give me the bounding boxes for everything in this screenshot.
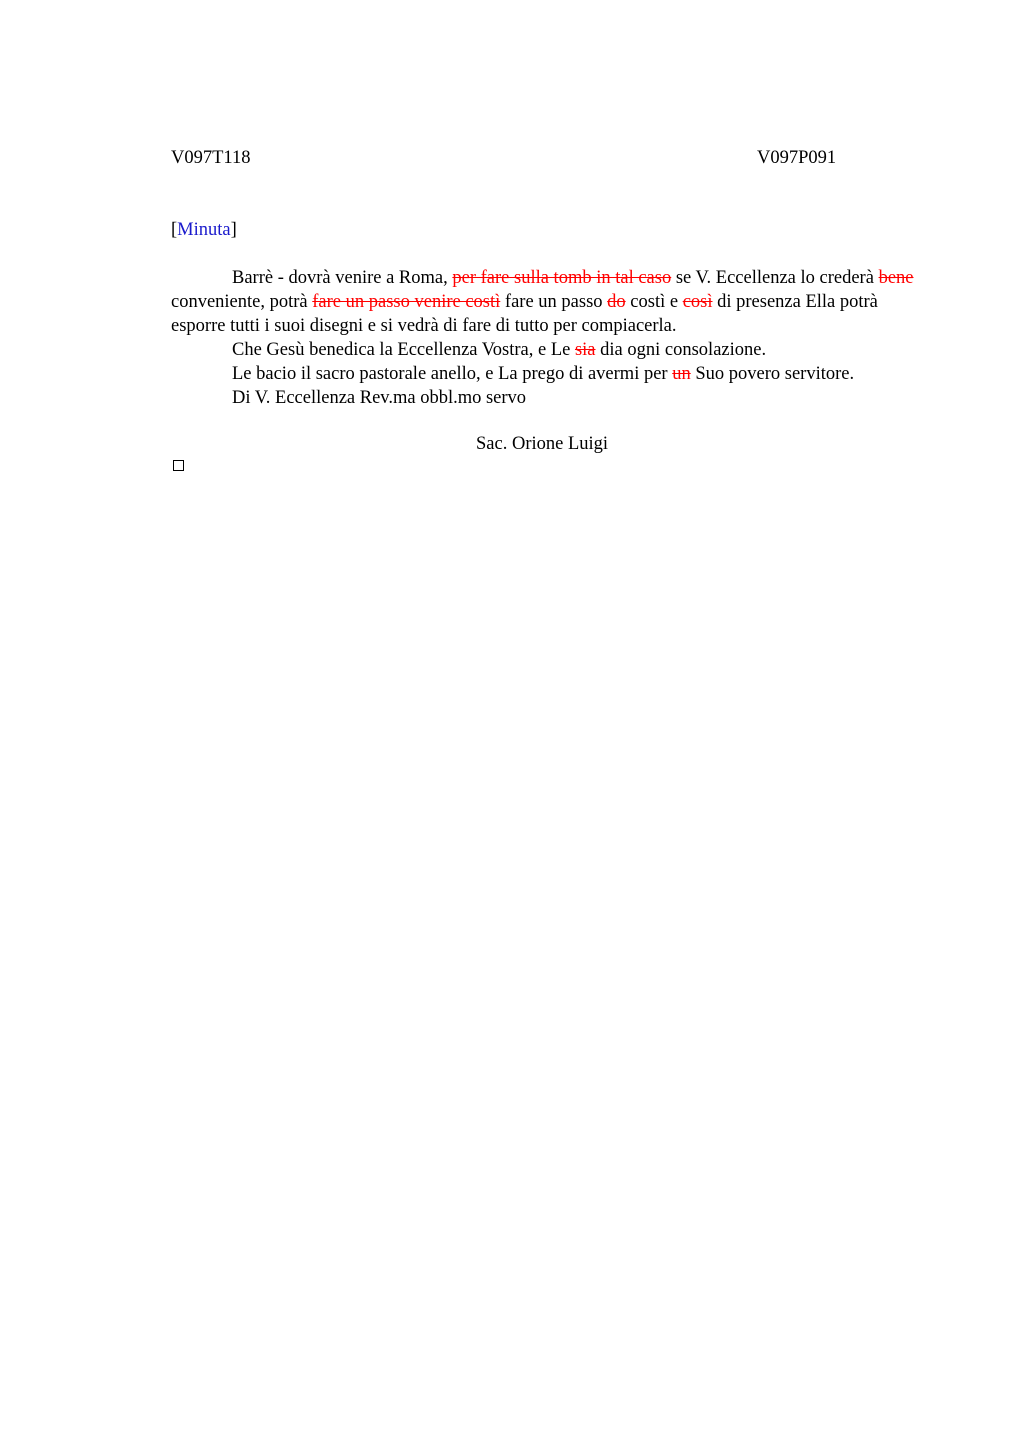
end-marker-square (173, 460, 184, 471)
paragraph-text: Le bacio il sacro pastorale anello, e La prego di avermi per (232, 364, 673, 384)
paragraph-text: dia ogni consolazione. (595, 340, 767, 360)
struck-through-text: sia (574, 340, 596, 360)
document-type-heading (171, 218, 237, 242)
struck-through-text: fare un passo venire costì (312, 292, 501, 312)
paragraph-text: costì e (625, 292, 683, 312)
heading-label: Minuta (177, 220, 231, 240)
paragraph-text: conveniente, potrà (171, 292, 313, 312)
paragraph-text: se V. Eccellenza lo crederà (671, 268, 879, 288)
struck-through-text: così (682, 292, 713, 312)
letter-paragraph (171, 338, 931, 362)
heading-open-bracket: [ (171, 220, 178, 240)
letter-body (171, 266, 931, 410)
paragraph-text: fare un passo (500, 292, 608, 312)
document-code-left: V097T118 (171, 148, 251, 168)
struck-through-text: per fare sulla tomb in tal caso (452, 268, 672, 288)
heading-close-bracket: ] (230, 220, 237, 240)
struck-through-text: bene (878, 268, 914, 288)
paragraph-text: Suo povero servitore. (690, 364, 855, 384)
paragraph-text: Barrè - dovrà venire a Roma, (232, 268, 453, 288)
struck-through-text: do (607, 292, 626, 312)
letter-paragraph (171, 266, 931, 338)
document-code-right: V097P091 (757, 148, 837, 168)
struck-through-text: un (672, 364, 691, 384)
paragraph-text: Di V. Eccellenza Rev.ma obbl.mo servo (232, 388, 527, 408)
letter-paragraph (171, 386, 931, 410)
signature: Sac. Orione Luigi (476, 434, 609, 454)
paragraph-text: di presenza Ella potrà esporre tutti i suoi disegni e si vedrà di fare di tutto per compiacerla. (171, 292, 878, 336)
paragraph-text: Che Gesù benedica la Eccellenza Vostra, e Le (232, 340, 575, 360)
letter-paragraph (171, 362, 931, 386)
